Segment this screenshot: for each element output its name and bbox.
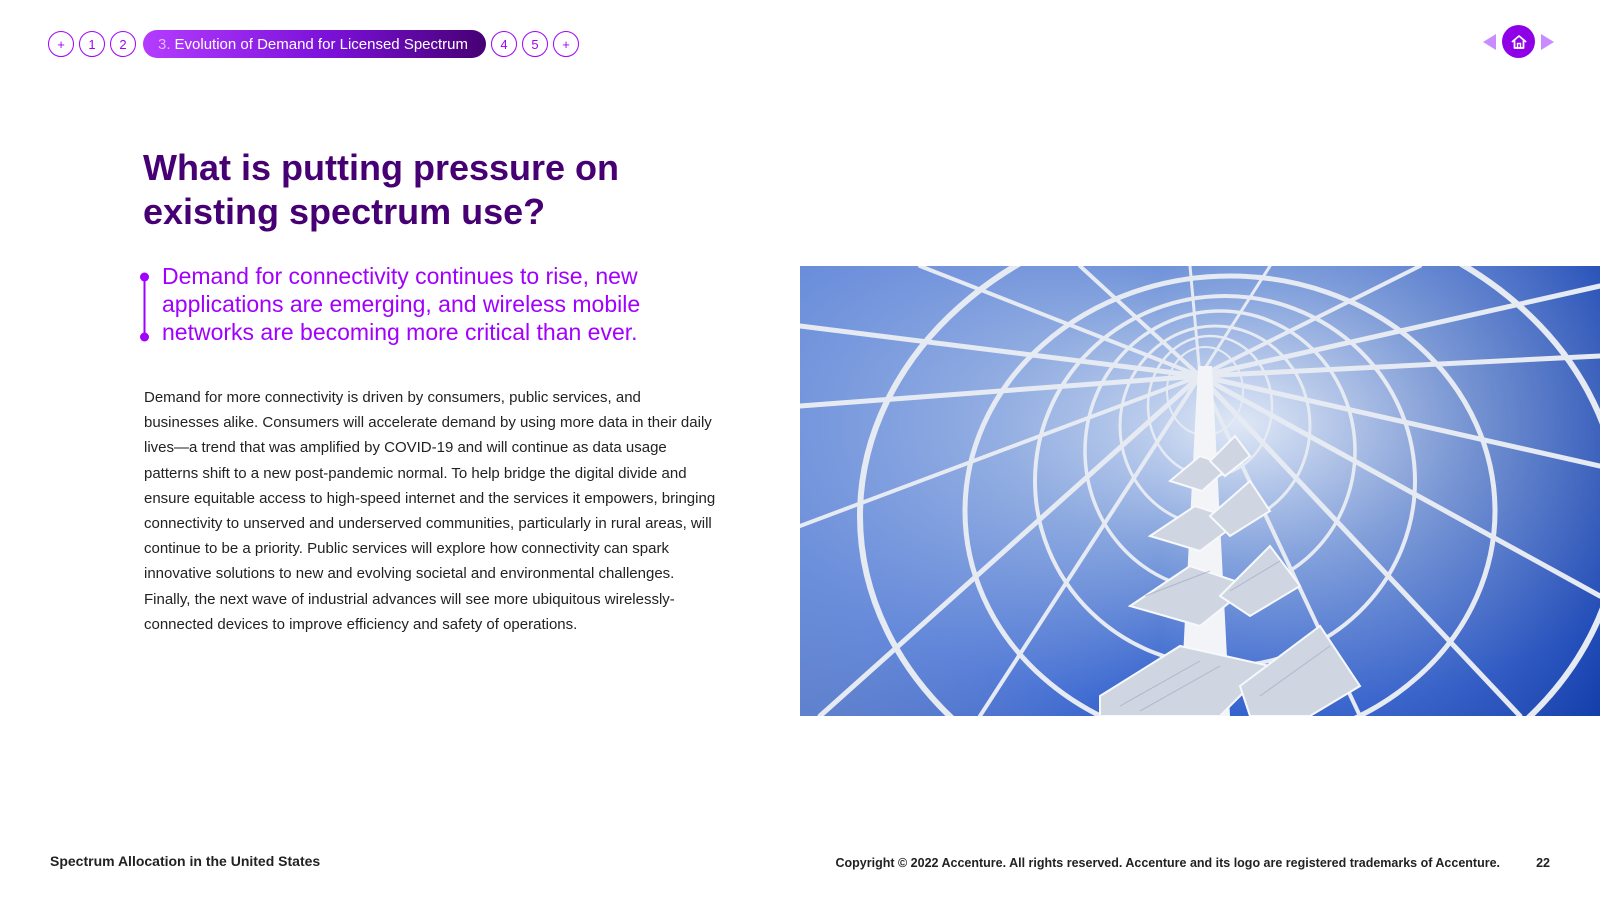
document-title-footer: Spectrum Allocation in the United States	[50, 853, 321, 869]
home-icon	[1510, 33, 1528, 51]
next-arrow-icon[interactable]	[1541, 34, 1554, 50]
pull-quote: Demand for connectivity continues to rise, new applications are emerging, and wireless mobile networks are becoming more critical than ever.	[162, 263, 641, 345]
nav-expand-button[interactable]: +	[48, 31, 74, 57]
home-button[interactable]	[1502, 25, 1535, 58]
section-navigation	[48, 28, 584, 60]
nav-active-number: 3.	[158, 35, 171, 53]
nav-active-label: Evolution of Demand for Licensed Spectrum	[174, 35, 469, 53]
nav-section-5[interactable]: 5	[522, 31, 548, 57]
page-number: 22	[1536, 856, 1550, 870]
page-controls	[1483, 25, 1554, 58]
page-title: What is putting pressure on existing spectrum use?	[143, 147, 620, 232]
nav-section-4[interactable]: 4	[491, 31, 517, 57]
nav-section-3-active[interactable]	[143, 30, 486, 58]
nav-section-2[interactable]: 2	[110, 31, 136, 57]
body-paragraph: Demand for more connectivity is driven by consumers, public services, and businesses alike. Consumers will accelerate demand by using more data in their daily lives—a trend that was amplified by COVID-19 and will continue as data usage patterns shift to a new post-pandemic normal. To help bridge the digital divide and ensure equitable access to high-speed internet and the services it empowers, bringing connectivity to unserved and underserved communities, particularly in rural areas, will continue to be a priority. Public services will explore how connectivity can spark innovative solutions to new and evolving societal and environmental challenges. Finally, the next wave of industrial advances will see more ubiquitous wirelessly-connected devices to improve efficiency and safety of operations.	[144, 389, 716, 633]
quote-bar-icon	[140, 272, 149, 342]
prev-arrow-icon[interactable]	[1483, 34, 1496, 50]
nav-section-1[interactable]: 1	[79, 31, 105, 57]
tower-staircase-photo	[800, 266, 1600, 716]
copyright-notice: Copyright © 2022 Accenture. All rights reserved. Accenture and its logo are registered trademarks of Accenture.	[835, 856, 1500, 870]
nav-expand-end-button[interactable]: +	[553, 31, 579, 57]
